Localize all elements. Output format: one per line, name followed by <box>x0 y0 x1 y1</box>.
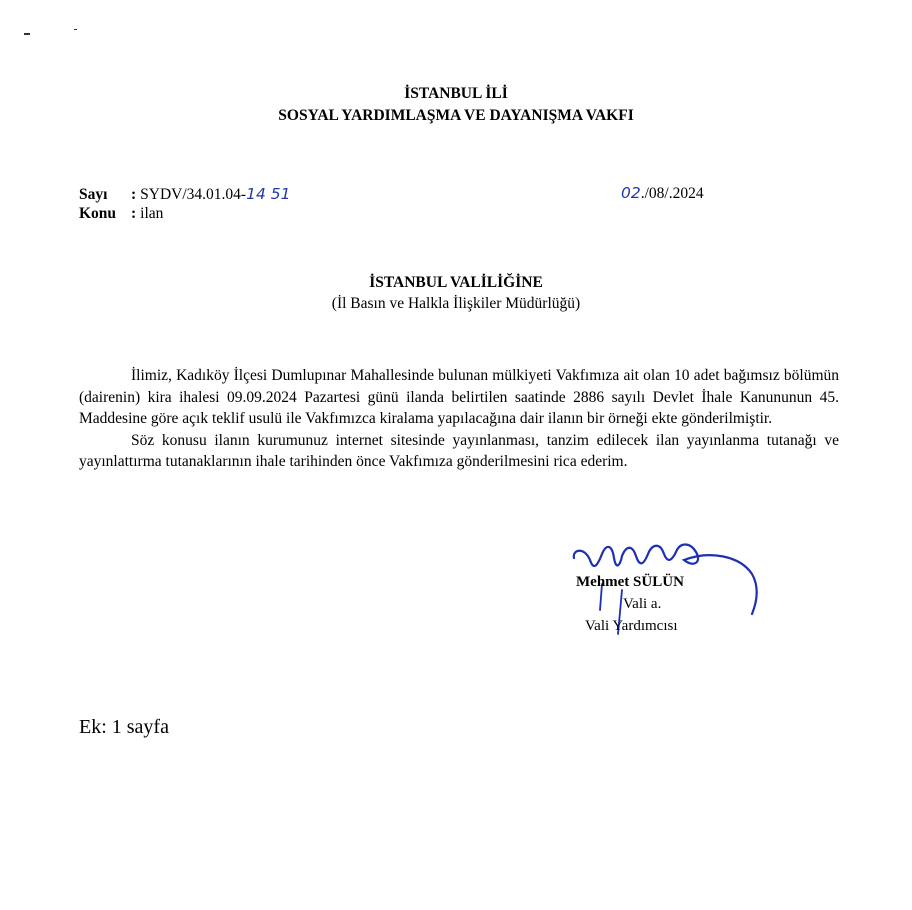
scan-mark <box>74 29 77 30</box>
signatory-role-line-1: Vali a. <box>623 596 662 612</box>
letter-body <box>79 365 839 473</box>
konu-colon: : <box>131 205 137 222</box>
recipient-title: İSTANBUL VALİLİĞİNE <box>369 274 543 291</box>
body-paragraph-1: İlimiz, Kadıköy İlçesi Dumlupınar Mahallesinde bulunan mülkiyeti Vakfımıza ait olan 10 adet bağımsız bölümün (dairenin) kira ihalesi 09.09.2024 Pazartesi günü ilanda belirtilen saatinde 2886 sayılı Devlet İhale Kanununun 45. Maddesine göre açık teklif usulü ile Vakfımızca kiralama yapılacağına dair ilanın bir örneği ekte gönderilmiştir. <box>79 367 839 427</box>
document-header <box>0 83 912 127</box>
konu-label: Konu <box>79 205 117 222</box>
recipient-block <box>0 272 912 314</box>
sayi-colon: : <box>131 186 137 203</box>
header-line-2: SOSYAL YARDIMLAŞMA VE DAYANIŞMA VAKFI <box>278 107 634 124</box>
document-date <box>621 184 704 203</box>
signatory-name: Mehmet SÜLÜN <box>576 574 684 590</box>
sayi-handwritten-number: 14 51 <box>246 185 291 203</box>
recipient-subtitle: (İl Basın ve Halkla İlişkiler Müdürlüğü) <box>331 295 581 312</box>
konu-row <box>79 204 163 224</box>
sayi-value: SYDV/34.01.04- <box>140 186 247 203</box>
header-line-1: İSTANBUL İLİ <box>404 85 508 102</box>
sayi-row <box>79 184 290 205</box>
signatory-role-line-2: Vali Yardımcısı <box>585 618 678 634</box>
scan-mark <box>24 33 30 35</box>
date-text: ./08/.2024 <box>640 185 704 202</box>
konu-value: ilan <box>140 205 164 222</box>
signature-block <box>560 530 780 650</box>
attachment-note: Ek: 1 sayfa <box>79 716 169 738</box>
body-paragraph-2: Söz konusu ilanın kurumunuz internet sitesinde yayınlanması, tanzim edilecek ilan yayınlanma tutanağı ve yayınlattırma tutanaklarının ihale tarihinden önce Vakfımıza gönderilmesini rica ederim. <box>79 431 839 470</box>
sayi-label: Sayı <box>79 186 108 203</box>
date-handwritten-day: 02 <box>621 184 641 202</box>
